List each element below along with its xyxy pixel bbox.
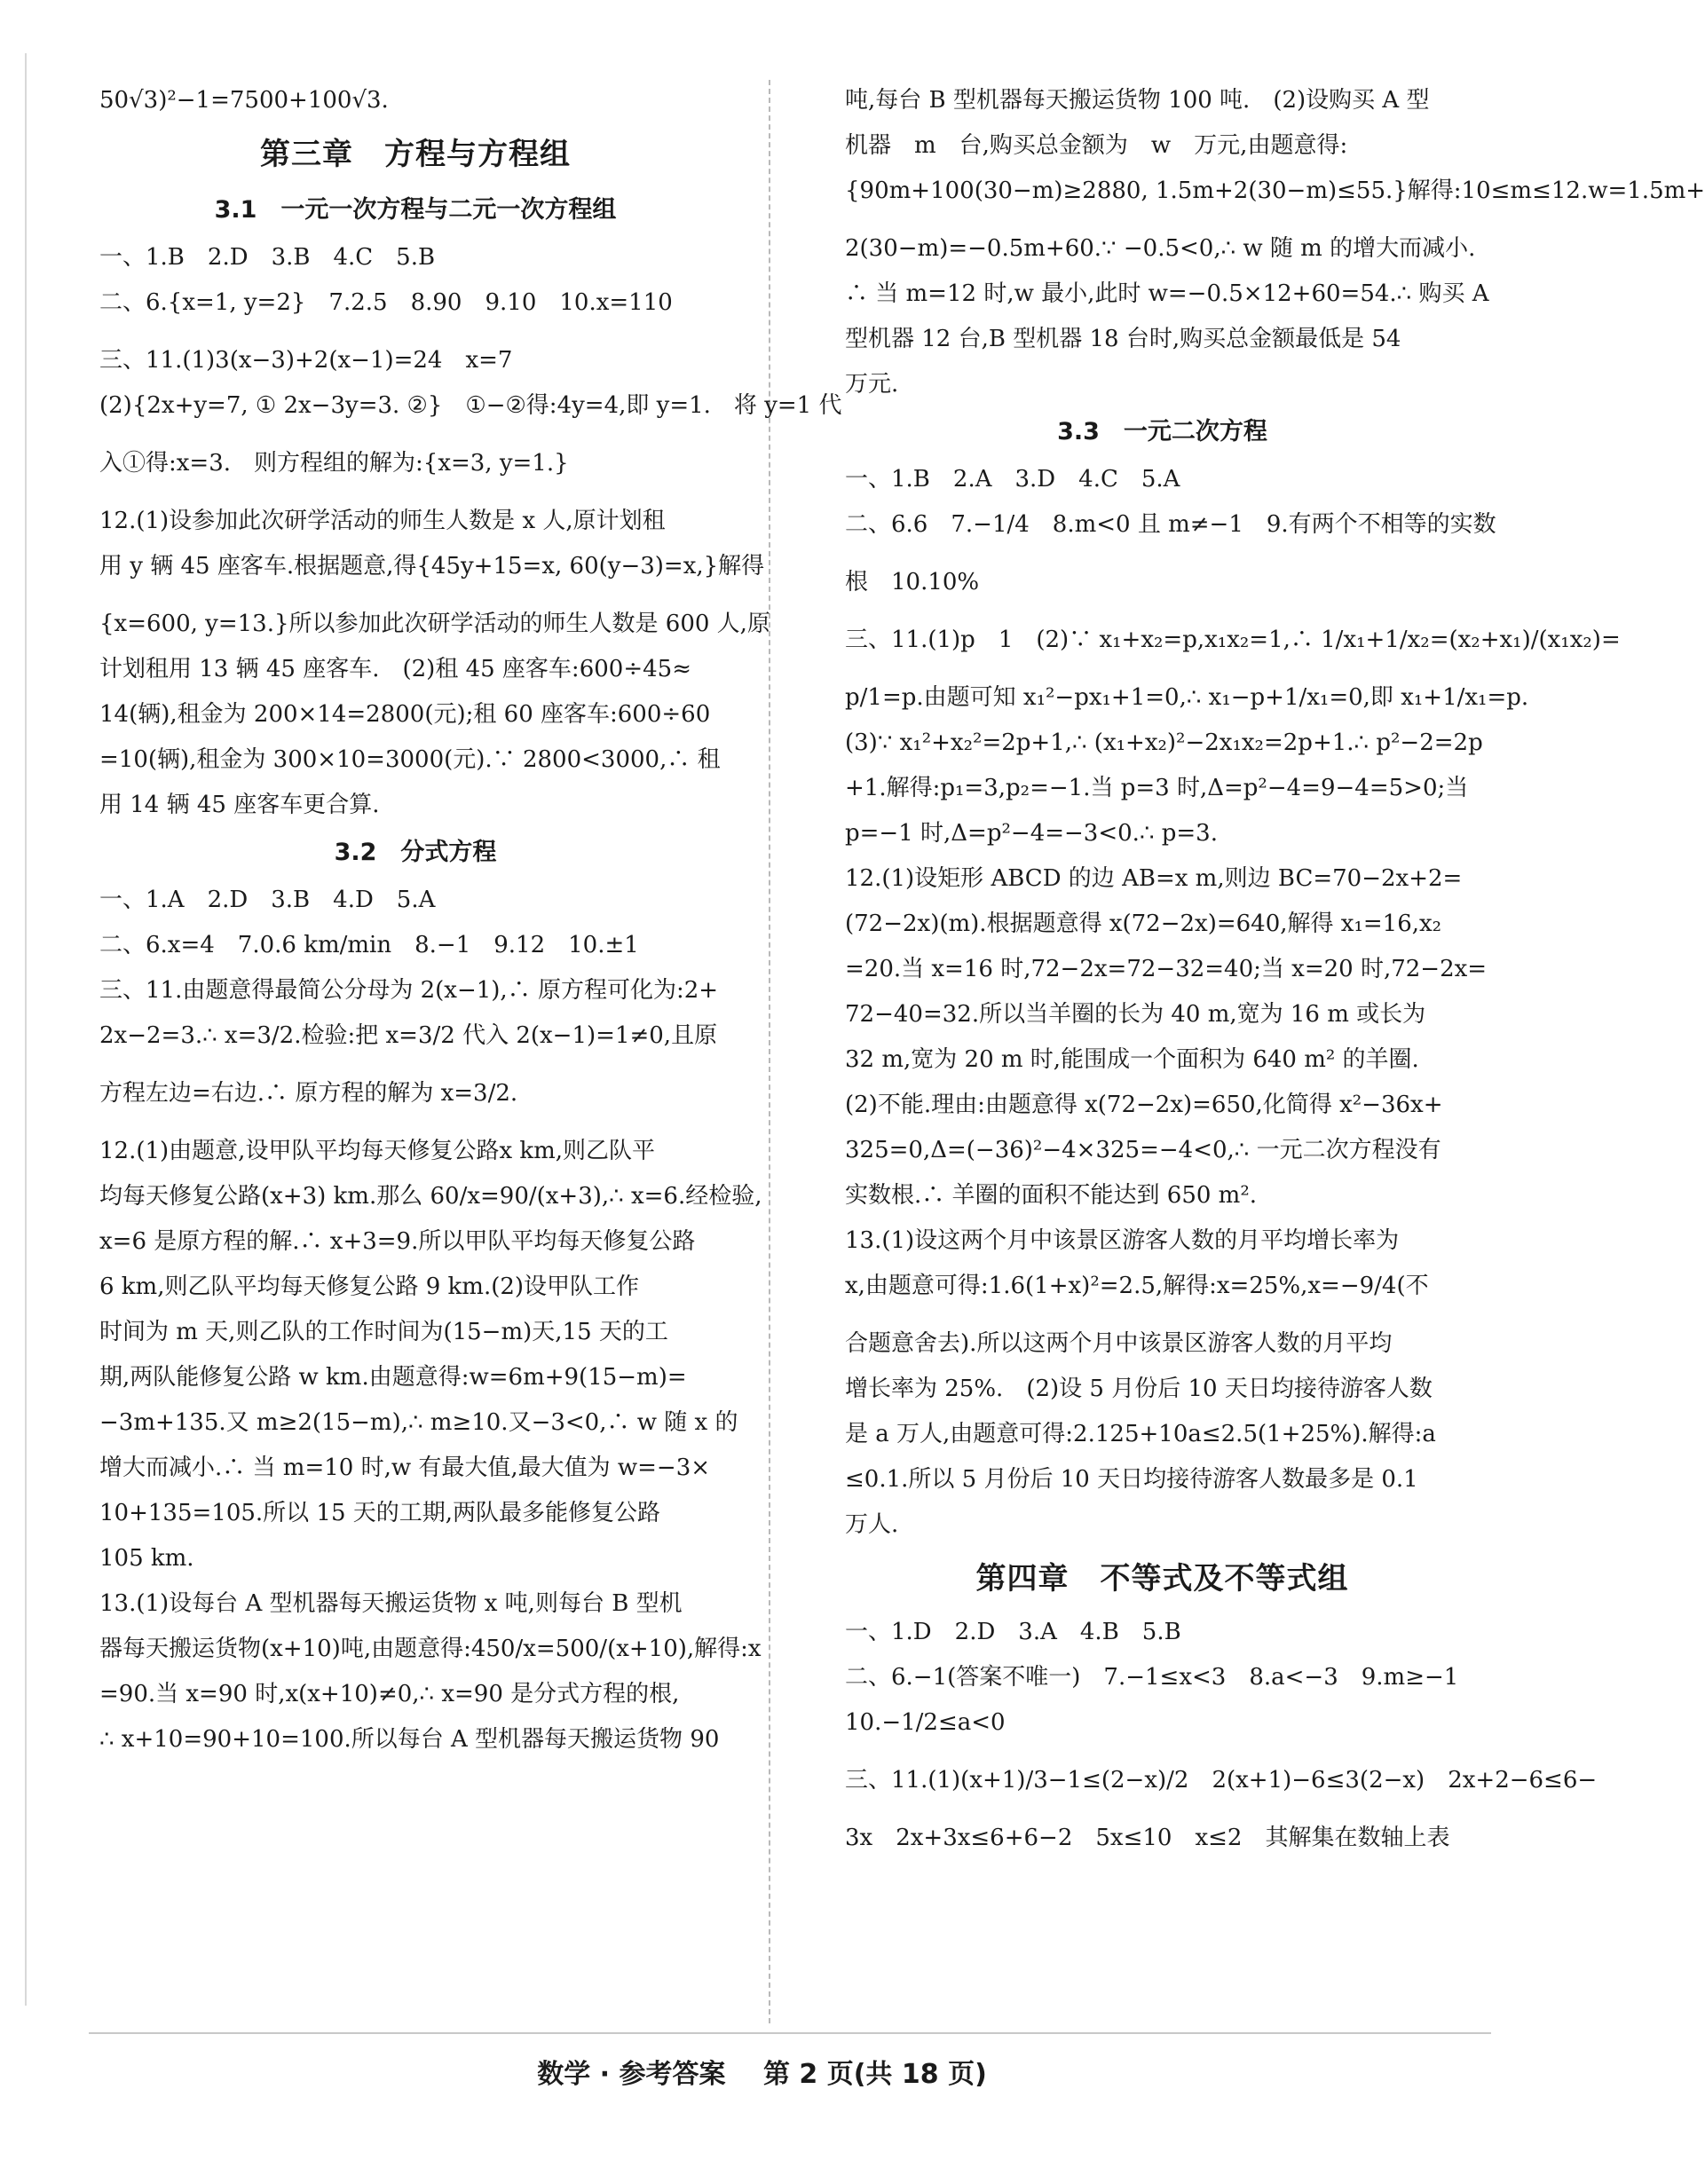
- chapter-heading: 第三章 方程与方程组: [260, 137, 571, 172]
- answer-line: 是 a 万人,由题意可得:2.125+10a≤2.5(1+25%).解得:a: [845, 1421, 1436, 1447]
- answer-line: 二、6.6 7.−1/4 8.m<0 且 m≠−1 9.有两个不相等的实数: [845, 511, 1496, 538]
- answer-line: 12.(1)设矩形 ABCD 的边 AB=x m,则边 BC=70−2x+2=: [845, 865, 1463, 892]
- answer-line: 万人.: [845, 1511, 899, 1538]
- answer-line: 32 m,宽为 20 m 时,能围成一个面积为 640 m² 的羊圈.: [845, 1046, 1419, 1073]
- answer-line: 10.−1/2≤a<0: [845, 1709, 1006, 1736]
- answer-line: 方程左边=右边.∴ 原方程的解为 x=3/2.: [99, 1080, 518, 1107]
- answer-line: 13.(1)设这两个月中该景区游客人数的月平均增长率为: [845, 1227, 1400, 1254]
- answer-line: 均每天修复公路(x+3) km.那么 60/x=90/(x+3),∴ x=6.经检验,: [99, 1183, 762, 1210]
- answer-line: 2x−2=3.∴ x=3/2.检验:把 x=3/2 代入 2(x−1)=1≠0,且原: [99, 1022, 718, 1049]
- answer-line: (2){2x+y=7, ① 2x−3y=3. ②} ①−②得:4y=4,即 y=1. 将 y=1 代: [99, 392, 842, 419]
- answer-line: =20.当 x=16 时,72−2x=72−32=40;当 x=20 时,72−2x=: [845, 956, 1488, 982]
- answer-line: 72−40=32.所以当羊圈的长为 40 m,宽为 16 m 或长为: [845, 1001, 1426, 1028]
- answer-line: 型机器 12 台,B 型机器 18 台时,购买总金额最低是 54: [845, 326, 1401, 352]
- answer-line: 增长率为 25%. (2)设 5 月份后 10 天日均接待游客人数: [845, 1376, 1433, 1402]
- answer-line: 增大而减小.∴ 当 m=10 时,w 有最大值,最大值为 w=−3×: [99, 1455, 711, 1481]
- left-column: [99, 78, 842, 1762]
- answer-line: 实数根.∴ 羊圈的面积不能达到 650 m².: [845, 1182, 1258, 1209]
- spacer: [845, 1746, 1480, 1758]
- answer-line: 用 14 辆 45 座客车更合算.: [99, 792, 380, 818]
- answer-line: x=6 是原方程的解.∴ x+3=9.所以甲队平均每天修复公路: [99, 1228, 696, 1255]
- spacer: [845, 663, 1480, 675]
- page-footer: [0, 2052, 1524, 2091]
- spacer: [845, 214, 1480, 226]
- answer-line: 三、11.(1)3(x−3)+2(x−1)=24 x=7: [99, 347, 513, 374]
- section-heading: 3.3 一元二次方程: [1057, 418, 1267, 445]
- answer-line: 一、1.D 2.D 3.A 4.B 5.B: [845, 1619, 1181, 1645]
- section-heading: 3.2 分式方程: [334, 839, 497, 866]
- answer-line: 6 km,则乙队平均每天修复公路 9 km.(2)设甲队工作: [99, 1273, 640, 1300]
- answer-line: 时间为 m 天,则乙队的工作时间为(15−m)天,15 天的工: [99, 1319, 668, 1345]
- answer-line: x,由题意可得:1.6(1+x)²=2.5,解得:x=25%,x=−9/4(不: [845, 1273, 1429, 1299]
- answer-line: (3)∵ x₁²+x₂²=2p+1,∴ (x₁+x₂)²−2x₁x₂=2p+1.∴ p²−2=2p: [845, 729, 1483, 756]
- answer-line: {90m+100(30−m)≥2880, 1.5m+2(30−m)≤55.}解得:10≤m≤12.w=1.5m+: [845, 177, 1705, 204]
- answer-line: =10(辆),租金为 300×10=3000(元).∵ 2800<3000,∴ 租: [99, 746, 721, 773]
- spacer: [99, 486, 731, 499]
- spacer: [99, 1059, 731, 1071]
- spacer: [845, 548, 1480, 560]
- answer-line: 根 10.10%: [845, 569, 980, 595]
- answer-line: 三、11.由题意得最简公分母为 2(x−1),∴ 原方程可化为:2+: [99, 977, 719, 1004]
- answer-line: 325=0,Δ=(−36)²−4×325=−4<0,∴ 一元二次方程没有: [845, 1137, 1441, 1163]
- footer-page-number: 第 2 页(共 18 页): [762, 2059, 987, 2090]
- answer-line: 二、6.{x=1, y=2} 7.2.5 8.90 9.10 10.x=110: [99, 289, 673, 316]
- answer-line: 二、6.−1(答案不唯一) 7.−1≤x<3 8.a<−3 9.m≥−1: [845, 1664, 1459, 1691]
- spacer: [845, 605, 1480, 618]
- answer-line: 一、1.B 2.A 3.D 4.C 5.A: [845, 466, 1180, 493]
- answer-line: 入①得:x=3. 则方程组的解为:{x=3, y=1.}: [99, 450, 569, 477]
- spacer: [99, 429, 731, 441]
- answer-line: 吨,每台 B 型机器每天搬运货物 100 吨. (2)设购买 A 型: [845, 87, 1430, 114]
- column-divider: [769, 80, 770, 2023]
- spacer: [99, 1116, 731, 1129]
- answer-line: (2)不能.理由:由题意得 x(72−2x)=650,化简得 x²−36x+: [845, 1092, 1443, 1118]
- answer-line: 三、11.(1)p 1 (2)∵ x₁+x₂=p,x₁x₂=1,∴ 1/x₁+1/x₂=(x₂+x₁)/(x₁x₂)=: [845, 627, 1621, 653]
- spacer: [845, 1309, 1480, 1321]
- answer-line: 105 km.: [99, 1545, 194, 1572]
- footer-subject: 数学 · 参考答案: [537, 2059, 726, 2090]
- answer-line: 计划租用 13 辆 45 座客车. (2)租 45 座客车:600÷45≈: [99, 656, 691, 682]
- answer-line: 二、6.x=4 7.0.6 km/min 8.−1 9.12 10.±1: [99, 932, 639, 958]
- answer-line: p/1=p.由题可知 x₁²−px₁+1=0,∴ x₁−p+1/x₁=0,即 x₁+1/x₁=p.: [845, 684, 1529, 711]
- answer-line: 机器 m 台,购买总金额为 w 万元,由题意得:: [845, 132, 1348, 159]
- answer-line: 三、11.(1)(x+1)/3−1≤(2−x)/2 2(x+1)−6≤3(2−x) 2x+2−6≤6−: [845, 1767, 1598, 1794]
- spacer: [99, 589, 731, 602]
- answer-line: 14(辆),租金为 200×14=2800(元);租 60 座客车:600÷60: [99, 701, 711, 728]
- answer-line: 3x 2x+3x≤6+6−2 5x≤10 x≤2 其解集在数轴上表: [845, 1825, 1450, 1851]
- answer-line: −3m+135.又 m≥2(15−m),∴ m≥10.又−3<0,∴ w 随 x 的: [99, 1409, 738, 1436]
- answer-line: +1.解得:p₁=3,p₂=−1.当 p=3 时,Δ=p²−4=9−4=5>0;当: [845, 775, 1469, 801]
- answer-line: 一、1.B 2.D 3.B 4.C 5.B: [99, 244, 436, 271]
- answer-line: 12.(1)由题意,设甲队平均每天修复公路x km,则乙队平: [99, 1138, 656, 1164]
- answer-line: 50√3)²−1=7500+100√3.: [99, 87, 389, 114]
- answer-line: ∴ x+10=90+10=100.所以每台 A 型机器每天搬运货物 90: [99, 1726, 720, 1753]
- answer-line: 一、1.A 2.D 3.B 4.D 5.A: [99, 887, 436, 913]
- answer-line: 万元.: [845, 371, 899, 398]
- answer-line: (72−2x)(m).根据题意得 x(72−2x)=640,解得 x₁=16,x₂: [845, 911, 1442, 937]
- answer-line: 13.(1)设每台 A 型机器每天搬运货物 x 吨,则每台 B 型机: [99, 1590, 683, 1617]
- answer-line: 用 y 辆 45 座客车.根据题意,得{45y+15=x, 60(y−3)=x,}解得: [99, 553, 765, 580]
- answer-line: 期,两队能修复公路 w km.由题意得:w=6m+9(15−m)=: [99, 1364, 687, 1391]
- answer-line: 合题意舍去).所以这两个月中该景区游客人数的月平均: [845, 1330, 1393, 1357]
- right-column: [845, 78, 1705, 1861]
- chapter-heading: 第四章 不等式及不等式组: [975, 1561, 1349, 1597]
- answer-line: 器每天搬运货物(x+10)吨,由题意得:450/x=500/(x+10),解得:x: [99, 1636, 762, 1662]
- answer-line: 10+135=105.所以 15 天的工期,两队最多能修复公路: [99, 1500, 661, 1526]
- left-margin-rule: [25, 53, 27, 2006]
- answer-line: ≤0.1.所以 5 月份后 10 天日均接待游客人数最多是 0.1: [845, 1466, 1418, 1493]
- answer-line: 2(30−m)=−0.5m+60.∵ −0.5<0,∴ w 随 m 的增大而减小.: [845, 235, 1476, 262]
- answer-line: {x=600, y=13.}所以参加此次研学活动的师生人数是 600 人,原: [99, 611, 770, 637]
- section-heading: 3.1 一元一次方程与二元一次方程组: [214, 196, 617, 224]
- answer-line: ∴ 当 m=12 时,w 最小,此时 w=−0.5×12+60=54.∴ 购买 A: [845, 280, 1489, 307]
- footer-rule: [89, 2032, 1491, 2034]
- answer-line: p=−1 时,Δ=p²−4=−3<0.∴ p=3.: [845, 820, 1218, 847]
- answer-line: 12.(1)设参加此次研学活动的师生人数是 x 人,原计划租: [99, 508, 666, 534]
- spacer: [845, 1803, 1480, 1816]
- spacer: [99, 326, 731, 338]
- answer-line: =90.当 x=90 时,x(x+10)≠0,∴ x=90 是分式方程的根,: [99, 1681, 680, 1707]
